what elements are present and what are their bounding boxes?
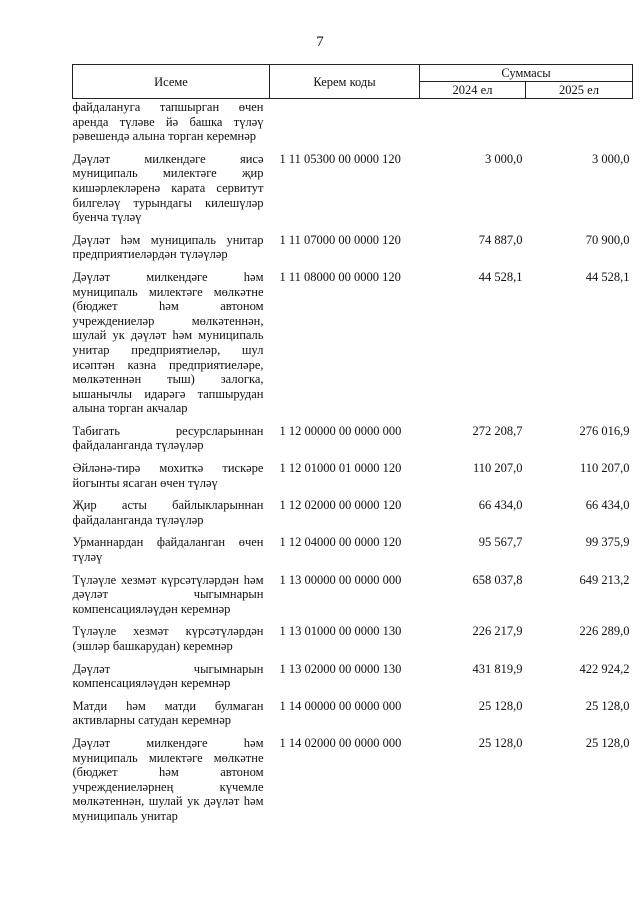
row-code: 1 12 02000 00 0000 120 <box>279 498 402 513</box>
budget-revenue-table <box>72 64 633 824</box>
row-amount-2025: 25 128,0 <box>585 698 630 713</box>
table-row <box>73 490 633 527</box>
row-code <box>270 99 420 144</box>
row-amount-2024: 95 567,7 <box>478 535 523 550</box>
row-amount-2025: 99 375,9 <box>585 535 630 550</box>
table-row <box>73 654 633 691</box>
row-code: 1 12 04000 00 0000 120 <box>279 535 402 550</box>
row-amount-2025: 110 207,0 <box>579 461 630 476</box>
header-code: Керем коды <box>270 65 420 99</box>
row-code: 1 13 00000 00 0000 000 <box>279 572 402 587</box>
table-row <box>73 225 633 262</box>
row-name: Дәүләт һәм муниципаль унитар предприятиеләрдән түләүләр <box>72 232 264 262</box>
row-amount-2024: 66 434,0 <box>478 498 523 513</box>
row-amount-2024: 3 000,0 <box>485 151 523 166</box>
row-code: 1 11 08000 00 0000 120 <box>279 269 401 284</box>
row-amount-2025: 422 924,2 <box>579 661 630 676</box>
header-name: Исеме <box>73 65 270 99</box>
row-code: 1 14 02000 00 0000 000 <box>279 735 402 750</box>
row-amount-2024: 74 887,0 <box>478 232 523 247</box>
row-amount-2025: 3 000,0 <box>592 151 630 166</box>
header-year-2025: 2025 ел <box>526 82 633 99</box>
row-code: 1 11 07000 00 0000 120 <box>279 232 401 247</box>
row-name: Урманнардан файдаланган өчен түләү <box>72 535 264 565</box>
row-amount-2025: 70 900,0 <box>585 232 630 247</box>
row-code: 1 13 02000 00 0000 130 <box>279 661 402 676</box>
row-amount-2025: 66 434,0 <box>585 498 630 513</box>
row-amount-2024 <box>420 99 526 144</box>
row-code: 1 14 00000 00 0000 000 <box>279 698 402 713</box>
row-amount-2025: 226 289,0 <box>579 624 630 639</box>
table-row <box>73 565 633 617</box>
table-header <box>73 65 633 99</box>
row-amount-2025: 276 016,9 <box>579 423 630 438</box>
row-name: Матди һәм матди булмаган активларны сатудан керемнәр <box>72 698 264 728</box>
table-row <box>73 728 633 824</box>
row-name: Җир асты байлыкларыннан файдаланганда түләүләр <box>72 498 264 527</box>
row-name: Дәүләт милкендәге яисә муниципаль милектәге җир кишәрлекләренә карата сервитут билгеләү турындагы килешүләр буенча түләү <box>72 151 264 225</box>
row-amount-2024: 25 128,0 <box>478 698 523 713</box>
row-name: Дәүләт милкендәге һәм муниципаль милектәге мөлкәтне (бюджет һәм автоном учреждениеләр мөлкәтеннән, шулай ук дәүләт һәм муниципаль унитар предприятиеләр, шул исәптән казна предприятиеләре, мөлкәтеннән тыш) залогка, ышанычлы идарәгә тапшырудан алына торган акчалар <box>72 269 264 416</box>
row-amount-2024: 110 207,0 <box>472 461 523 476</box>
table-body <box>73 99 633 824</box>
table-row <box>73 691 633 728</box>
table-row <box>73 527 633 564</box>
row-amount-2024: 44 528,1 <box>478 269 523 284</box>
table-row <box>73 453 633 490</box>
row-code: 1 12 00000 00 0000 000 <box>279 423 402 438</box>
row-name: файдалануга тапшырган өчен аренда түләве йә башка түләү рәвешендә алына торган керемнәр <box>72 100 264 144</box>
row-amount-2025: 44 528,1 <box>585 269 630 284</box>
row-amount-2025 <box>526 99 633 144</box>
table-row <box>73 99 633 144</box>
header-year-2024: 2024 ел <box>420 82 526 99</box>
row-amount-2024: 25 128,0 <box>478 735 523 750</box>
row-amount-2024: 272 208,7 <box>472 423 523 438</box>
table-row <box>73 616 633 653</box>
row-amount-2025: 25 128,0 <box>585 735 630 750</box>
table-row <box>73 262 633 416</box>
table-row <box>73 416 633 453</box>
table-row <box>73 144 633 225</box>
row-amount-2025: 649 213,2 <box>579 572 630 587</box>
row-code: 1 11 05300 00 0000 120 <box>279 151 401 166</box>
header-amounts: Суммасы <box>420 65 633 82</box>
row-amount-2024: 431 819,9 <box>472 661 523 676</box>
row-name: Түләүле хезмәт күрсәтүләрдән (эшләр башкарудан) керемнәр <box>72 624 264 653</box>
row-amount-2024: 658 037,8 <box>472 572 523 587</box>
row-name: Дәүләт чыгымнарын компенсацияләүдән керемнәр <box>72 661 264 691</box>
row-code: 1 12 01000 01 0000 120 <box>279 461 402 476</box>
row-code: 1 13 01000 00 0000 130 <box>279 624 402 639</box>
page-number: 7 <box>316 34 324 50</box>
row-name: Дәүләт милкендәге һәм муниципаль милектәге мөлкәтне (бюджет һәм автоном учреждениеләрнең күчемле мөлкәтеннән, шулай ук дәүләт һәм муниципаль унитар <box>72 735 264 823</box>
row-name: Табигать ресурсларыннан файдаланганда түләүләр <box>72 423 264 453</box>
row-name: Әйләнә-тирә мохиткә тискәре йогынты ясаган өчен түләү <box>72 461 264 490</box>
row-name: Түләүле хезмәт күрсәтүләрдән һәм дәүләт чыгымнарын компенсацияләүдән керемнәр <box>72 572 264 616</box>
row-amount-2024: 226 217,9 <box>472 624 523 639</box>
